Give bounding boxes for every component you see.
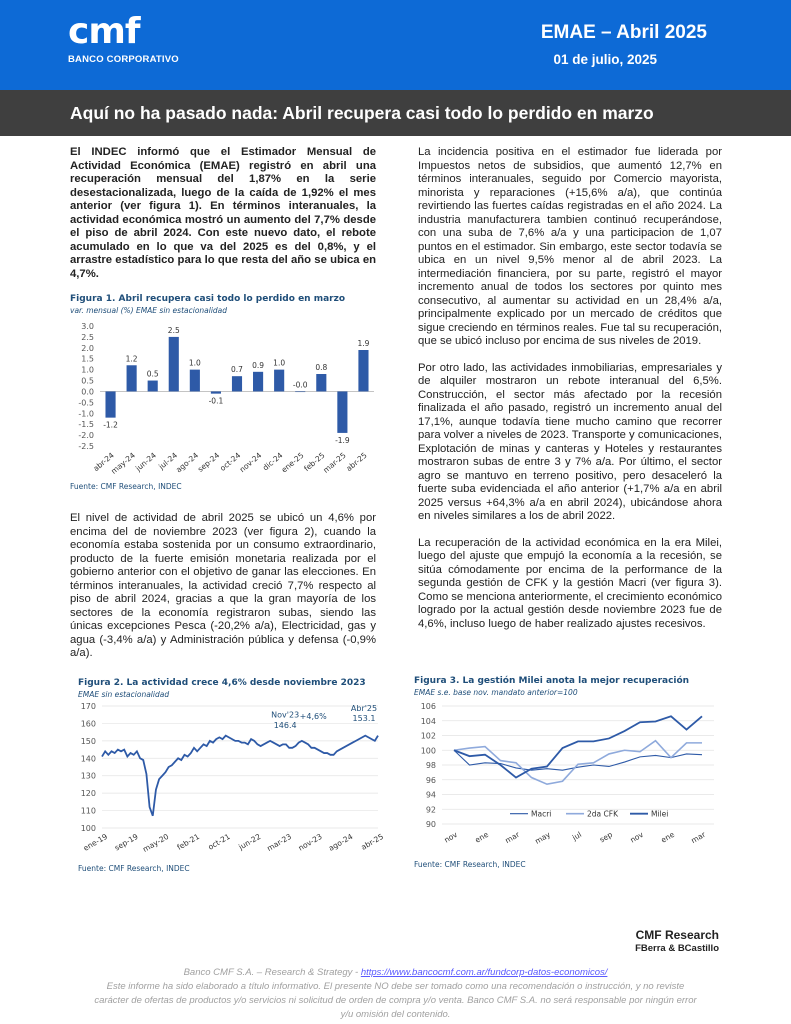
- bar: [253, 372, 263, 392]
- series-line-2: [454, 716, 702, 777]
- x-tick-label: ene: [473, 829, 490, 845]
- y-tick-label: 102: [420, 731, 436, 741]
- x-tick-label: nov: [442, 829, 459, 845]
- bar-value-label: 1.2: [125, 354, 138, 364]
- activity-paragraph: El nivel de actividad de abril 2025 se ubicó un 4,6% por encima del de noviembre 2023 (ver figura 2), cuando la economía estaba sostenida por un consumo extraordinario, producto de la fuerte emisión monetaria realizada por el gobierno anterior con el objetivo de ganar las elecciones. En términos interanuales, la actividad creció 7,7% respecto al piso de abril 2024, gracias a que la gran mayoría de los sectores de la economía registraron subas, siendo las únicas excepciones Pesca (-20,2% a/a), Electricidad, gas y agua (-3,4% a/a) y Administración pública y defensa (-0,9% a/a).: [70, 512, 376, 659]
- signature-authors: FBerra & BCastillo: [635, 943, 719, 954]
- y-tick-label: 94: [425, 790, 436, 800]
- y-tick-label: 1.0: [81, 365, 94, 375]
- fig2-subtitle: EMAE sin estacionalidad: [78, 690, 170, 699]
- fig1-title: Figura 1. Abril recupera casi todo lo perdido en marzo: [70, 294, 346, 304]
- x-tick-label: ago-24: [174, 450, 201, 475]
- y-tick-label: -1.5: [78, 420, 94, 430]
- y-tick-label: 1.5: [81, 354, 94, 364]
- figure-3: [414, 676, 724, 697]
- x-tick-label: nov: [628, 829, 645, 845]
- x-tick-label: may-20: [141, 831, 171, 854]
- signature-team: CMF Research: [635, 928, 719, 942]
- sectors-paragraph: Por otro lado, las actividades inmobiliarias, empresariales y de alquiler mostraron un rebote interanual del 6,5%. Construcción, el sector más afectado por la recesión finalizada el año pasado, registró un incremento anual del 17,1%, aunque todavía tiene mucho camino que recorrer para volver a niveles de 2023. Transporte y comunicaciones, Explotación de minas y canteras y Hoteles y restaurantes mostraron subas de entre 3 y 7% a/a. Por último, el sector agro se mantuvo en terreno positivo, pero desaceleró la fuerte suba evidenciada el año anterior (+1,7% a/a en abril 2025 versus +64,3% a/a en abril 2024), ubicándose ahora en niveles similares a los de abril 2022.: [418, 361, 722, 522]
- bar-value-label: 1.0: [188, 358, 201, 368]
- y-tick-label: 110: [80, 806, 96, 816]
- y-tick-label: -1.0: [78, 409, 94, 419]
- x-tick-label: sep-24: [195, 450, 222, 474]
- bar: [358, 350, 368, 391]
- report-title: EMAE – Abril 2025: [540, 22, 707, 43]
- x-tick-label: jul: [570, 829, 583, 843]
- bar: [169, 337, 179, 392]
- y-tick-label: 150: [80, 736, 96, 746]
- x-tick-label: dic-24: [260, 450, 285, 473]
- x-tick-label: feb-21: [175, 831, 201, 852]
- report-header: [0, 0, 791, 90]
- footer-prefix: Banco CMF S.A. – Research & Strategy -: [183, 967, 361, 978]
- footer-link[interactable]: https://www.bancocmf.com.ar/fundcorp-datos-economicos/: [360, 967, 608, 978]
- fig3-source: Fuente: CMF Research, INDEC: [414, 860, 526, 869]
- y-tick-label: 160: [80, 719, 96, 729]
- y-tick-label: 2.5: [81, 332, 94, 342]
- y-tick-label: 92: [425, 805, 436, 815]
- intro-paragraph: El INDEC informó que el Estimador Mensual de Actividad Económica (EMAE) registró en abril una recuperación mensual del 1,87% en la serie desestacionalizada, luego de la caída de 1,92% el mes anterior (ver figura 1). En términos interanuales, la actividad económica mostró un aumento del 7,7% desde el piso de abril 2024. Con este nuevo dato, el rebote acumulado en lo que va del 2025 es del 0,8%, y el arrastre estadístico para lo que resta del año se ubica en 4,7%.: [70, 146, 376, 280]
- fig1-bar-chart: [66, 318, 382, 480]
- fig1-source: Fuente: CMF Research, INDEC: [70, 482, 182, 491]
- bar-value-label: 0.9: [252, 360, 265, 370]
- x-tick-label: ene: [659, 829, 676, 845]
- x-tick-label: abr-25: [359, 831, 385, 852]
- bar: [211, 391, 221, 393]
- bar-value-label: 0.5: [146, 369, 159, 379]
- fig3-title: Figura 3. La gestión Milei anota la mejor recuperación: [414, 676, 690, 686]
- milei-paragraph: La recuperación de la actividad económica en la era Milei, luego del ajuste que empujó la economía a la recesión, se sitúa cómodamente por encima de la performance de la segunda gestión de CFK y la gestión Macri (ver figura 3). Como se menciona anteriormente, el crecimiento económico logrado por la actual gestión desde noviembre 2023 fue de 4,6%, incluso luego de haber realizado ajustes recesivos.: [418, 536, 722, 630]
- disclaimer-footer: [90, 966, 701, 1022]
- y-tick-label: 100: [420, 746, 436, 756]
- y-tick-label: 120: [80, 789, 96, 799]
- bar-value-label: 1.9: [357, 339, 370, 348]
- y-tick-label: 3.0: [81, 322, 94, 331]
- y-tick-label: 170: [80, 702, 96, 711]
- x-tick-label: mar: [503, 829, 521, 846]
- headline-bar: [0, 90, 791, 136]
- x-tick-label: abr-24: [91, 450, 116, 474]
- x-tick-label: abr-25: [344, 450, 369, 474]
- left-column-2: [70, 512, 376, 674]
- x-tick-label: mar-23: [265, 831, 293, 854]
- legend-label: 2da CFK: [587, 809, 618, 819]
- report-date: 01 de julio, 2025: [553, 52, 657, 67]
- bar: [316, 374, 326, 391]
- fig2-line-chart: [66, 700, 385, 860]
- x-tick-label: ene-19: [81, 831, 109, 853]
- annotation-pct: +4,6%: [299, 712, 327, 722]
- bar-value-label: -1.2: [103, 420, 118, 430]
- bar: [274, 370, 284, 392]
- annotation-abr-label: Abr'25: [350, 704, 378, 714]
- figure-2: [78, 678, 378, 699]
- x-tick-label: jun-24: [133, 450, 158, 473]
- y-tick-label: 96: [425, 775, 436, 785]
- x-tick-label: oct-24: [218, 450, 243, 473]
- y-tick-label: -2.5: [78, 442, 94, 451]
- x-tick-label: may-24: [109, 450, 137, 476]
- x-tick-label: nov-24: [237, 450, 264, 475]
- x-tick-label: oct-21: [206, 831, 232, 852]
- x-tick-label: sep: [597, 829, 614, 845]
- y-tick-label: 0.0: [81, 387, 94, 397]
- legend-label: Macri: [531, 809, 552, 819]
- bar: [148, 381, 158, 392]
- x-tick-label: mar: [689, 829, 707, 846]
- y-tick-label: 106: [420, 702, 436, 711]
- annotation-nov-value: 146.4: [273, 720, 297, 730]
- bar-value-label: -1.9: [335, 435, 350, 445]
- fig3-line-chart: [410, 700, 730, 856]
- fig2-title: Figura 2. La actividad crece 4,6% desde noviembre 2023: [78, 678, 366, 688]
- bar-value-label: 2.5: [167, 325, 180, 335]
- annotation-nov-label: Nov'23: [271, 710, 300, 720]
- logo-subtitle: BANCO CORPORATIVO: [68, 54, 179, 65]
- fig2-source: Fuente: CMF Research, INDEC: [78, 864, 190, 873]
- x-tick-label: jun-22: [237, 831, 263, 852]
- y-tick-label: -2.0: [78, 431, 94, 441]
- y-tick-label: 130: [80, 771, 96, 781]
- bar: [105, 391, 115, 417]
- bar: [295, 391, 305, 392]
- y-tick-label: 100: [80, 824, 96, 833]
- y-tick-label: 140: [80, 754, 96, 764]
- x-tick-label: jul-24: [157, 450, 180, 472]
- fig3-subtitle: EMAE s.e. base nov. mandato anterior=100: [414, 688, 578, 697]
- y-tick-label: 2.0: [81, 343, 94, 353]
- x-tick-label: mar-25: [321, 450, 348, 475]
- bar-value-label: -0.0: [292, 380, 308, 390]
- bar: [232, 376, 242, 391]
- figure-1: [70, 294, 380, 315]
- series-line-1: [454, 741, 702, 785]
- y-tick-label: 90: [425, 820, 436, 829]
- bar-value-label: 0.7: [231, 365, 243, 375]
- right-column: [418, 146, 722, 644]
- bar: [337, 391, 347, 432]
- x-tick-label: ago-24: [327, 831, 355, 853]
- y-tick-label: 104: [420, 716, 436, 726]
- x-tick-label: nov-23: [296, 831, 324, 853]
- footer-disclaimer: Este informe ha sido elaborado a título informativo. El presente NO debe ser tomado como una recomendación o instrucción, y no reviste carácter de ofertas de productos y/o servicios ni solicitud de orden de compra y/o venta. Banco CMF S.A. no será responsable por ningún error y/u omisión del contenido.: [94, 981, 697, 1020]
- cmf-logo: cmf: [68, 11, 140, 52]
- fig1-subtitle: var. mensual (%) EMAE sin estacionalidad: [70, 306, 228, 315]
- x-tick-label: may: [533, 829, 552, 846]
- bar: [190, 370, 200, 392]
- x-tick-label: feb-25: [302, 450, 327, 474]
- legend-label: Milei: [651, 809, 669, 819]
- left-column: [70, 146, 376, 294]
- incidence-paragraph: La incidencia positiva en el estimador fue liderada por Impuestos netos de subsidios, que aumentó 12,7% en términos interanuales, seguido por Comercio mayorista, minorista y reparaciones (+15,6% a/a), que continúa revirtiendo las fuertes caídas registradas en el año 2024. La industria manufacturera tambien continuó recuperándose, con una suba de 7,6% a/a y una participacion de 1,07 puntos en el estimador. Sin embargo, este sector todavía se ubica en un nivel 9,5% menor al de abril 2023. La intermediación financiera, por su parte, registró el mayor incremento anual de todos los sectores por quinto mes consecutivo, al aumentar su actividad en un 28,4% a/a, principalmente explicado por un mercado de créditos que sigue creciendo en términos reales. Fue tal su recuperación, que se ubicó incluso por encima de sus niveles de 2019.: [418, 146, 722, 347]
- bar-value-label: -0.1: [208, 396, 224, 406]
- y-tick-label: 0.5: [81, 376, 94, 386]
- bar: [127, 365, 137, 391]
- bar-value-label: 1.0: [273, 358, 286, 368]
- annotation-abr-value: 153.1: [352, 713, 376, 723]
- x-tick-label: ene-25: [279, 450, 306, 475]
- y-tick-label: 98: [425, 761, 436, 770]
- x-tick-label: sep-19: [113, 831, 140, 853]
- y-tick-label: -0.5: [78, 398, 94, 408]
- headline: Aquí no ha pasado nada: Abril recupera casi todo lo perdido en marzo: [70, 103, 654, 123]
- bar-value-label: 0.8: [315, 363, 328, 372]
